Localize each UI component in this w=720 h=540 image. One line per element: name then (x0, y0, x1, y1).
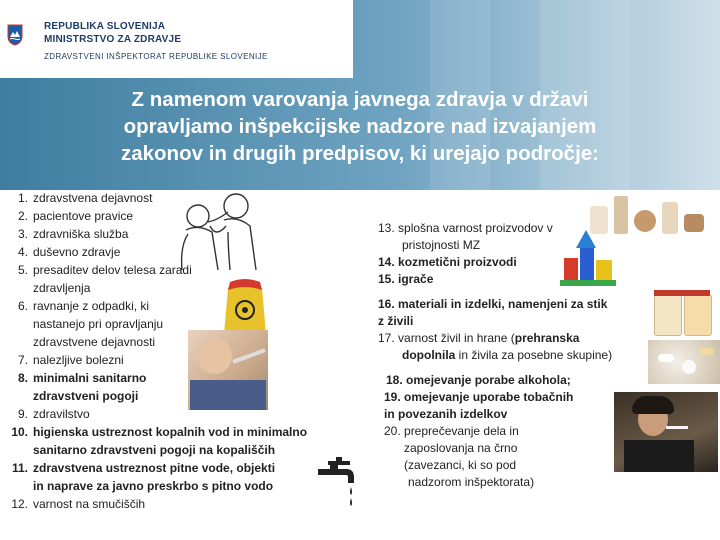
item-text: nastanejo pri opravljanju (33, 317, 164, 331)
page-title (30, 86, 690, 167)
item-20: 20. preprečevanje dela in (384, 424, 519, 438)
item-number: 1. (17, 191, 28, 205)
item-16: 16. materiali in izdelki, namenjeni za stik (378, 297, 608, 311)
list-item (6, 351, 366, 369)
org-inspectorate: ZDRAVSTVENI INŠPEKTORAT REPUBLIKE SLOVENIJE (44, 52, 268, 61)
item-15: 15. igrače (378, 272, 434, 286)
item-text: pacientove pravice (33, 209, 134, 223)
title-line: zakonov in drugih predpisov, ki urejajo področje: (120, 142, 600, 165)
list-item (6, 243, 366, 261)
item-text: zdravljenja (33, 281, 91, 295)
item-number: 4. (17, 245, 28, 259)
item-20-cont-3: nadzorom inšpektorata) (408, 475, 535, 489)
org-ministry: MINISTRSTVO ZA ZDRAVJE (44, 34, 182, 45)
item-20-cont-2: (zavezanci, ki so pod (404, 458, 517, 472)
item-text: ravnanje z odpadki, ki (33, 299, 150, 313)
list-item (6, 423, 366, 459)
item-text: zdravstvena ustreznost pitne vode, objekti (33, 461, 276, 475)
list-item (6, 225, 366, 243)
item-text: varnost na smučiščih (33, 497, 146, 511)
item-19: 19. omejevanje uporabe tobačnih (384, 390, 574, 404)
list-item (6, 297, 366, 351)
item-13-cont: pristojnosti MZ (402, 238, 481, 252)
item-number: 6. (17, 299, 28, 313)
item-number: 7. (17, 353, 28, 367)
item-text: nalezljive bolezni (33, 353, 124, 367)
item-number: 9. (17, 407, 28, 421)
item-17 (378, 330, 678, 347)
item-number: 8. (17, 371, 28, 385)
item-17-text: 17. varnost živil in hrane ( (378, 331, 515, 345)
item-18: 18. omejevanje porabe alkohola; (386, 373, 571, 387)
item-text: zdravilstvo (33, 407, 90, 421)
item-text: zdravstveni pogoji (33, 389, 139, 403)
list-item (6, 459, 366, 495)
item-text: minimalni sanitarno (33, 371, 147, 385)
list-item (6, 405, 366, 423)
item-19-cont: in povezanih izdelkov (384, 407, 508, 421)
item-text: presaditev delov telesa zaradi (33, 263, 192, 277)
jar (684, 294, 712, 336)
coat-of-arms-icon (7, 24, 23, 46)
list-item (6, 495, 366, 513)
item-number: 5. (17, 263, 28, 277)
item-text: in naprave za javno preskrbo s pitno vodo (33, 479, 274, 493)
ministry-logo (0, 0, 353, 78)
item-text: sanitarno zdravstveni pogoji na kopališčih (33, 443, 276, 457)
item-number: 2. (17, 209, 28, 223)
item-text: higienska ustreznost kopalnih vod in minimalno (33, 425, 308, 439)
item-number: 12. (11, 497, 28, 511)
list-item (6, 207, 366, 225)
list-item (6, 189, 366, 207)
cosmetic-jar (684, 214, 704, 232)
item-14: 14. kozmetični proizvodi (378, 255, 517, 269)
item-text: zdravniška služba (33, 227, 129, 241)
title-line: Z namenom varovanja javnega zdravja v državi (131, 88, 589, 111)
item-number: 10. (11, 425, 28, 439)
item-number: 11. (11, 461, 28, 475)
item-20-cont: zaposlovanja na črno (404, 441, 518, 455)
item-17-bold: prehranska (514, 331, 580, 345)
list-item (6, 261, 366, 297)
item-17-text-2: in živila za posebne skupine) (455, 348, 613, 362)
pill (682, 360, 696, 374)
item-13: 13. splošna varnost proizvodov v (378, 221, 553, 235)
item-17-bold-2: dopolnila (402, 348, 456, 362)
item-text: duševno zdravje (33, 245, 121, 259)
pill (700, 348, 714, 355)
item-text: zdravstvena dejavnost (33, 191, 153, 205)
org-country: REPUBLIKA SLOVENIJA (44, 21, 166, 32)
item-number: 3. (17, 227, 28, 241)
title-line: opravljamo inšpekcijske nadzore nad izvajanjem (123, 115, 597, 138)
item-text: zdravstvene dejavnosti (33, 335, 156, 349)
right-topic-list (378, 220, 678, 491)
left-topic-list (6, 189, 366, 513)
item-17-cont (378, 347, 678, 364)
item-16-cont: z živili (378, 314, 414, 328)
list-item (6, 369, 366, 405)
